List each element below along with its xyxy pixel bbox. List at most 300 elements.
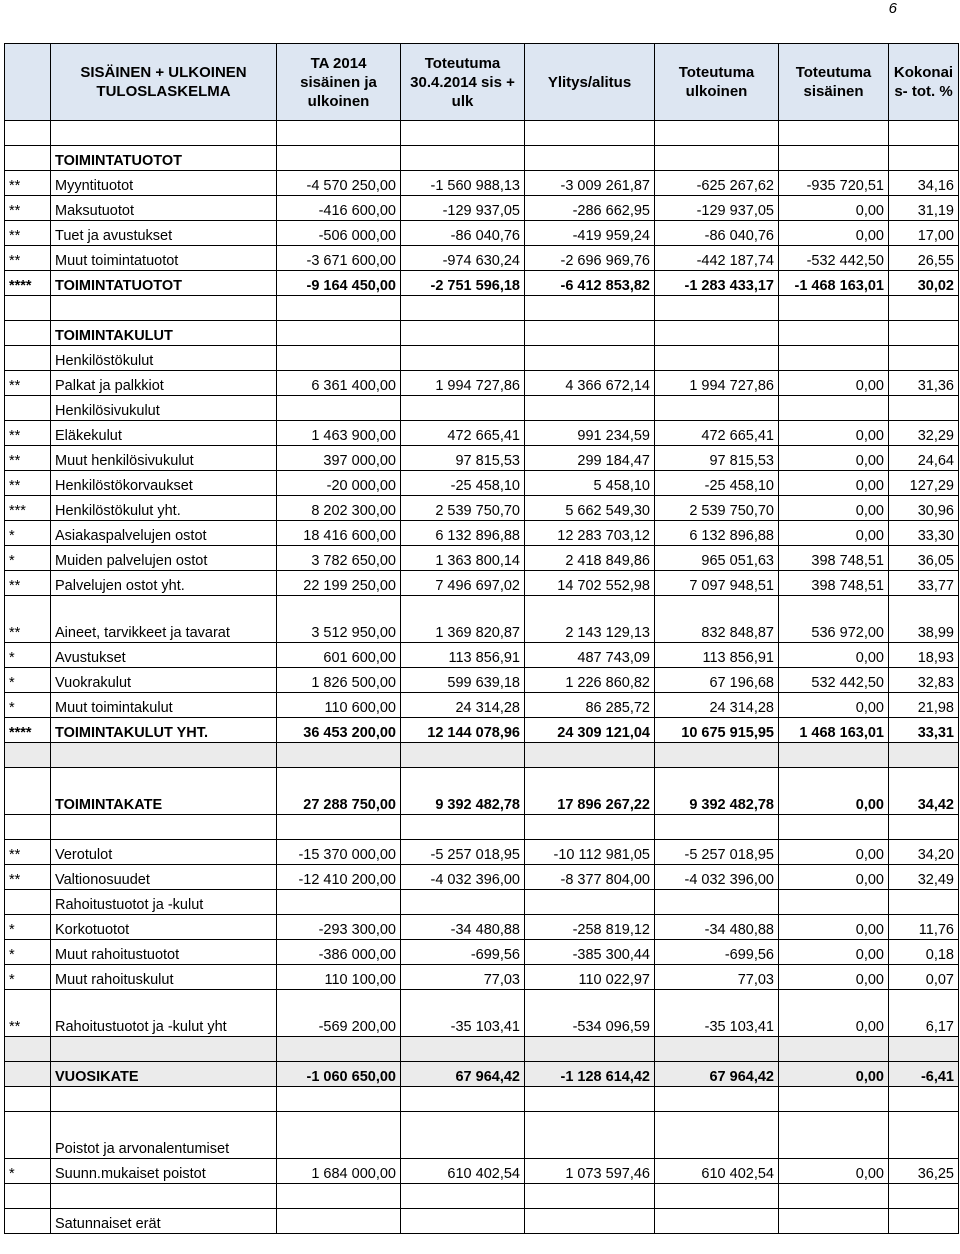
cell-actual-total: 113 856,91 bbox=[401, 643, 525, 668]
section-row bbox=[5, 321, 959, 346]
section-label: Poistot ja arvonalentumiset bbox=[51, 1112, 277, 1159]
cell-variance: 1 073 597,46 bbox=[525, 1159, 655, 1184]
empty-cell bbox=[779, 296, 889, 321]
empty-cell bbox=[525, 815, 655, 840]
page-number: 6 bbox=[888, 0, 897, 17]
cell-variance: 2 418 849,86 bbox=[525, 546, 655, 571]
cell-actual-total: -34 480,88 bbox=[401, 915, 525, 940]
header-title: SISÄINEN + ULKOINEN TULOSLASKELMA bbox=[51, 44, 277, 121]
empty-cell bbox=[779, 1184, 889, 1209]
cell-actual-external: -4 032 396,00 bbox=[655, 865, 779, 890]
cell-percent: -6,41 bbox=[889, 1062, 959, 1087]
cell-actual-internal: 0,00 bbox=[779, 990, 889, 1037]
empty-cell bbox=[525, 1184, 655, 1209]
cell-actual-external: 97 815,53 bbox=[655, 446, 779, 471]
cell-budget: 36 453 200,00 bbox=[277, 718, 401, 743]
cell-variance: -385 300,44 bbox=[525, 940, 655, 965]
cell-actual-internal: 0,00 bbox=[779, 446, 889, 471]
cell-actual-total: 7 496 697,02 bbox=[401, 571, 525, 596]
row-marker: ** bbox=[5, 471, 51, 496]
empty-cell bbox=[655, 396, 779, 421]
cell-percent: 127,29 bbox=[889, 471, 959, 496]
cell-variance: -3 009 261,87 bbox=[525, 171, 655, 196]
row-label: Muut rahoitustuotot bbox=[51, 940, 277, 965]
empty-cell bbox=[655, 121, 779, 146]
cell-actual-total: -129 937,05 bbox=[401, 196, 525, 221]
empty-cell bbox=[889, 1037, 959, 1062]
cell-actual-internal: 0,00 bbox=[779, 643, 889, 668]
empty-cell bbox=[5, 815, 51, 840]
cell-budget: -293 300,00 bbox=[277, 915, 401, 940]
row-label: VUOSIKATE bbox=[51, 1062, 277, 1087]
cell-actual-internal: 532 442,50 bbox=[779, 668, 889, 693]
cell-percent: 36,05 bbox=[889, 546, 959, 571]
cell-actual-external: 2 539 750,70 bbox=[655, 496, 779, 521]
cell-percent: 26,55 bbox=[889, 246, 959, 271]
cell-actual-total: 2 539 750,70 bbox=[401, 496, 525, 521]
empty-cell bbox=[5, 1037, 51, 1062]
cell-actual-internal: 0,00 bbox=[779, 940, 889, 965]
row-marker: * bbox=[5, 546, 51, 571]
table-row bbox=[5, 718, 959, 743]
section-label: Henkilösivukulut bbox=[51, 396, 277, 421]
empty-cell bbox=[401, 1037, 525, 1062]
header-col-variance: Ylitys/alitus bbox=[525, 44, 655, 121]
cell-percent: 34,42 bbox=[889, 768, 959, 815]
table-row bbox=[5, 768, 959, 815]
cell-actual-external: -35 103,41 bbox=[655, 990, 779, 1037]
cell-variance: 5 458,10 bbox=[525, 471, 655, 496]
cell-actual-external: 6 132 896,88 bbox=[655, 521, 779, 546]
cell-budget: 601 600,00 bbox=[277, 643, 401, 668]
cell-budget: -4 570 250,00 bbox=[277, 171, 401, 196]
row-label: Suunn.mukaiset poistot bbox=[51, 1159, 277, 1184]
table-row bbox=[5, 371, 959, 396]
empty-cell bbox=[51, 1087, 277, 1112]
row-marker bbox=[5, 768, 51, 815]
cell-budget: 110 600,00 bbox=[277, 693, 401, 718]
cell-percent: 11,76 bbox=[889, 915, 959, 940]
cell-actual-external: -86 040,76 bbox=[655, 221, 779, 246]
cell-percent: 33,77 bbox=[889, 571, 959, 596]
cell-budget: 1 684 000,00 bbox=[277, 1159, 401, 1184]
cell-variance: -2 696 969,76 bbox=[525, 246, 655, 271]
cell-percent: 34,16 bbox=[889, 171, 959, 196]
header-col-actual-total: Toteutuma 30.4.2014 sis + ulk bbox=[401, 44, 525, 121]
empty-cell bbox=[525, 321, 655, 346]
cell-variance: 4 366 672,14 bbox=[525, 371, 655, 396]
cell-actual-internal: 0,00 bbox=[779, 965, 889, 990]
cell-actual-internal: 0,00 bbox=[779, 496, 889, 521]
cell-percent: 24,64 bbox=[889, 446, 959, 471]
empty-cell bbox=[889, 121, 959, 146]
row-label: Asiakaspalvelujen ostot bbox=[51, 521, 277, 546]
row-marker bbox=[5, 321, 51, 346]
row-marker: * bbox=[5, 940, 51, 965]
row-label: Muut toimintatuotot bbox=[51, 246, 277, 271]
cell-actual-total: 1 363 800,14 bbox=[401, 546, 525, 571]
row-label: Palvelujen ostot yht. bbox=[51, 571, 277, 596]
empty-cell bbox=[277, 396, 401, 421]
empty-cell bbox=[779, 146, 889, 171]
section-row bbox=[5, 346, 959, 371]
empty-cell bbox=[401, 890, 525, 915]
cell-percent: 32,49 bbox=[889, 865, 959, 890]
empty-cell bbox=[889, 321, 959, 346]
empty-row bbox=[5, 815, 959, 840]
empty-cell bbox=[277, 321, 401, 346]
row-marker: * bbox=[5, 965, 51, 990]
cell-actual-external: 67 964,42 bbox=[655, 1062, 779, 1087]
row-label: Muut toimintakulut bbox=[51, 693, 277, 718]
empty-cell bbox=[277, 296, 401, 321]
row-marker bbox=[5, 890, 51, 915]
cell-actual-total: -4 032 396,00 bbox=[401, 865, 525, 890]
cell-actual-external: -1 283 433,17 bbox=[655, 271, 779, 296]
cell-percent: 6,17 bbox=[889, 990, 959, 1037]
table-row bbox=[5, 596, 959, 643]
cell-actual-total: -25 458,10 bbox=[401, 471, 525, 496]
cell-actual-internal: 0,00 bbox=[779, 768, 889, 815]
empty-cell bbox=[889, 346, 959, 371]
empty-cell bbox=[889, 1184, 959, 1209]
empty-cell bbox=[51, 743, 277, 768]
cell-percent: 34,20 bbox=[889, 840, 959, 865]
empty-cell bbox=[5, 743, 51, 768]
cell-actual-total: 77,03 bbox=[401, 965, 525, 990]
row-marker: * bbox=[5, 915, 51, 940]
cell-actual-external: 7 097 948,51 bbox=[655, 571, 779, 596]
empty-cell bbox=[655, 296, 779, 321]
cell-variance: -534 096,59 bbox=[525, 990, 655, 1037]
section-label: TOIMINTAKULUT bbox=[51, 321, 277, 346]
empty-row bbox=[5, 1087, 959, 1112]
empty-cell bbox=[889, 890, 959, 915]
table-row bbox=[5, 221, 959, 246]
empty-cell bbox=[5, 296, 51, 321]
cell-budget: 18 416 600,00 bbox=[277, 521, 401, 546]
empty-cell bbox=[889, 1087, 959, 1112]
row-label: Henkilöstökulut yht. bbox=[51, 496, 277, 521]
table-row bbox=[5, 171, 959, 196]
empty-cell bbox=[889, 815, 959, 840]
row-marker: ** bbox=[5, 571, 51, 596]
cell-budget: -3 671 600,00 bbox=[277, 246, 401, 271]
row-marker: * bbox=[5, 693, 51, 718]
empty-cell bbox=[525, 1209, 655, 1234]
cell-percent: 0,18 bbox=[889, 940, 959, 965]
cell-actual-internal: 0,00 bbox=[779, 221, 889, 246]
empty-cell bbox=[525, 1112, 655, 1159]
cell-actual-external: 113 856,91 bbox=[655, 643, 779, 668]
cell-percent: 33,30 bbox=[889, 521, 959, 546]
cell-actual-external: -25 458,10 bbox=[655, 471, 779, 496]
cell-budget: -386 000,00 bbox=[277, 940, 401, 965]
cell-actual-external: 9 392 482,78 bbox=[655, 768, 779, 815]
header-col-percent: Kokonai s- tot. % bbox=[889, 44, 959, 121]
empty-cell bbox=[277, 1087, 401, 1112]
table-row bbox=[5, 693, 959, 718]
row-marker bbox=[5, 1112, 51, 1159]
row-label: TOIMINTAKATE bbox=[51, 768, 277, 815]
cell-budget: 110 100,00 bbox=[277, 965, 401, 990]
cell-actual-external: -5 257 018,95 bbox=[655, 840, 779, 865]
empty-cell bbox=[5, 121, 51, 146]
empty-cell bbox=[525, 396, 655, 421]
row-label: Valtionosuudet bbox=[51, 865, 277, 890]
empty-cell bbox=[655, 321, 779, 346]
row-marker: ** bbox=[5, 371, 51, 396]
cell-variance: 12 283 703,12 bbox=[525, 521, 655, 546]
cell-actual-total: -35 103,41 bbox=[401, 990, 525, 1037]
row-label: Muut henkilösivukulut bbox=[51, 446, 277, 471]
empty-cell bbox=[525, 346, 655, 371]
table-row bbox=[5, 840, 959, 865]
cell-actual-total: 610 402,54 bbox=[401, 1159, 525, 1184]
header-col-budget: TA 2014 sisäinen ja ulkoinen bbox=[277, 44, 401, 121]
row-marker: ** bbox=[5, 865, 51, 890]
section-row bbox=[5, 146, 959, 171]
row-marker: ** bbox=[5, 596, 51, 643]
cell-actual-total: -699,56 bbox=[401, 940, 525, 965]
empty-cell bbox=[5, 1087, 51, 1112]
empty-cell bbox=[779, 396, 889, 421]
cell-actual-external: 10 675 915,95 bbox=[655, 718, 779, 743]
empty-cell bbox=[277, 1112, 401, 1159]
cell-actual-internal: 0,00 bbox=[779, 840, 889, 865]
empty-cell bbox=[277, 815, 401, 840]
cell-actual-internal: 398 748,51 bbox=[779, 546, 889, 571]
empty-cell bbox=[525, 296, 655, 321]
row-marker: ** bbox=[5, 246, 51, 271]
cell-actual-internal: 0,00 bbox=[779, 421, 889, 446]
row-label: Verotulot bbox=[51, 840, 277, 865]
cell-percent: 30,02 bbox=[889, 271, 959, 296]
empty-cell bbox=[889, 296, 959, 321]
cell-budget: 22 199 250,00 bbox=[277, 571, 401, 596]
section-label: TOIMINTATUOTOT bbox=[51, 146, 277, 171]
row-label: Henkilöstökorvaukset bbox=[51, 471, 277, 496]
cell-actual-external: 1 994 727,86 bbox=[655, 371, 779, 396]
cell-variance: 14 702 552,98 bbox=[525, 571, 655, 596]
cell-actual-total: 12 144 078,96 bbox=[401, 718, 525, 743]
row-label: Maksutuotot bbox=[51, 196, 277, 221]
cell-actual-external: 77,03 bbox=[655, 965, 779, 990]
cell-actual-total: -2 751 596,18 bbox=[401, 271, 525, 296]
cell-actual-total: 1 369 820,87 bbox=[401, 596, 525, 643]
empty-cell bbox=[401, 296, 525, 321]
empty-cell bbox=[655, 346, 779, 371]
empty-cell bbox=[655, 743, 779, 768]
row-marker bbox=[5, 1062, 51, 1087]
empty-cell bbox=[51, 296, 277, 321]
cell-actual-external: -699,56 bbox=[655, 940, 779, 965]
table-row bbox=[5, 421, 959, 446]
empty-cell bbox=[525, 1087, 655, 1112]
cell-percent: 31,19 bbox=[889, 196, 959, 221]
row-marker: ** bbox=[5, 221, 51, 246]
table-row bbox=[5, 496, 959, 521]
table-row bbox=[5, 196, 959, 221]
table-row bbox=[5, 990, 959, 1037]
cell-budget: -15 370 000,00 bbox=[277, 840, 401, 865]
row-label: Muut rahoituskulut bbox=[51, 965, 277, 990]
row-label: Eläkekulut bbox=[51, 421, 277, 446]
empty-cell bbox=[277, 121, 401, 146]
row-marker bbox=[5, 146, 51, 171]
cell-actual-total: -1 560 988,13 bbox=[401, 171, 525, 196]
cell-budget: 397 000,00 bbox=[277, 446, 401, 471]
row-marker: ** bbox=[5, 446, 51, 471]
cell-actual-external: 472 665,41 bbox=[655, 421, 779, 446]
empty-cell bbox=[655, 1087, 779, 1112]
cell-actual-total: 9 392 482,78 bbox=[401, 768, 525, 815]
empty-cell bbox=[525, 890, 655, 915]
empty-cell bbox=[655, 1184, 779, 1209]
cell-variance: 86 285,72 bbox=[525, 693, 655, 718]
cell-variance: 5 662 549,30 bbox=[525, 496, 655, 521]
empty-cell bbox=[51, 1184, 277, 1209]
row-marker bbox=[5, 1209, 51, 1234]
cell-budget: -569 200,00 bbox=[277, 990, 401, 1037]
empty-cell bbox=[401, 1209, 525, 1234]
cell-variance: -1 128 614,42 bbox=[525, 1062, 655, 1087]
empty-cell bbox=[779, 346, 889, 371]
empty-cell bbox=[655, 1112, 779, 1159]
cell-actual-external: 67 196,68 bbox=[655, 668, 779, 693]
cell-budget: 6 361 400,00 bbox=[277, 371, 401, 396]
empty-cell bbox=[401, 743, 525, 768]
row-label: Rahoitustuotot ja -kulut yht bbox=[51, 990, 277, 1037]
empty-cell bbox=[655, 815, 779, 840]
cell-variance: -286 662,95 bbox=[525, 196, 655, 221]
cell-actual-internal: 0,00 bbox=[779, 196, 889, 221]
cell-actual-internal: 0,00 bbox=[779, 1062, 889, 1087]
table-row bbox=[5, 471, 959, 496]
empty-cell bbox=[277, 1184, 401, 1209]
empty-cell bbox=[889, 1112, 959, 1159]
table-row bbox=[5, 865, 959, 890]
empty-cell bbox=[401, 1184, 525, 1209]
cell-budget: -9 164 450,00 bbox=[277, 271, 401, 296]
table-row bbox=[5, 571, 959, 596]
cell-budget: 1 463 900,00 bbox=[277, 421, 401, 446]
row-label: Muiden palvelujen ostot bbox=[51, 546, 277, 571]
cell-variance: 487 743,09 bbox=[525, 643, 655, 668]
cell-variance: -10 112 981,05 bbox=[525, 840, 655, 865]
table-row bbox=[5, 1062, 959, 1087]
empty-cell bbox=[277, 346, 401, 371]
cell-variance: 991 234,59 bbox=[525, 421, 655, 446]
empty-cell bbox=[401, 346, 525, 371]
cell-actual-internal: 0,00 bbox=[779, 1159, 889, 1184]
cell-variance: -419 959,24 bbox=[525, 221, 655, 246]
empty-cell bbox=[277, 743, 401, 768]
cell-budget: -506 000,00 bbox=[277, 221, 401, 246]
cell-actual-internal: 536 972,00 bbox=[779, 596, 889, 643]
empty-cell bbox=[401, 1112, 525, 1159]
cell-actual-total: 472 665,41 bbox=[401, 421, 525, 446]
cell-variance: 24 309 121,04 bbox=[525, 718, 655, 743]
empty-cell bbox=[779, 1209, 889, 1234]
cell-actual-external: -34 480,88 bbox=[655, 915, 779, 940]
row-marker: * bbox=[5, 521, 51, 546]
cell-actual-external: -625 267,62 bbox=[655, 171, 779, 196]
row-marker: ** bbox=[5, 171, 51, 196]
cell-percent: 0,07 bbox=[889, 965, 959, 990]
table-row bbox=[5, 915, 959, 940]
cell-actual-total: 67 964,42 bbox=[401, 1062, 525, 1087]
table-row bbox=[5, 521, 959, 546]
empty-row bbox=[5, 743, 959, 768]
cell-variance: 110 022,97 bbox=[525, 965, 655, 990]
row-label: Aineet, tarvikkeet ja tavarat bbox=[51, 596, 277, 643]
empty-cell bbox=[51, 121, 277, 146]
empty-cell bbox=[779, 321, 889, 346]
cell-actual-total: -86 040,76 bbox=[401, 221, 525, 246]
cell-actual-internal: 0,00 bbox=[779, 371, 889, 396]
row-marker: ** bbox=[5, 840, 51, 865]
cell-variance: 2 143 129,13 bbox=[525, 596, 655, 643]
table-row bbox=[5, 1159, 959, 1184]
empty-cell bbox=[525, 146, 655, 171]
empty-cell bbox=[401, 146, 525, 171]
table-row bbox=[5, 546, 959, 571]
cell-actual-internal: 398 748,51 bbox=[779, 571, 889, 596]
empty-cell bbox=[779, 890, 889, 915]
section-row bbox=[5, 1209, 959, 1234]
cell-budget: 3 512 950,00 bbox=[277, 596, 401, 643]
cell-budget: 3 782 650,00 bbox=[277, 546, 401, 571]
empty-cell bbox=[779, 1087, 889, 1112]
empty-cell bbox=[401, 321, 525, 346]
cell-percent: 32,29 bbox=[889, 421, 959, 446]
cell-percent: 30,96 bbox=[889, 496, 959, 521]
cell-actual-external: 832 848,87 bbox=[655, 596, 779, 643]
row-marker bbox=[5, 396, 51, 421]
header-col-actual-external: Toteutuma ulkoinen bbox=[655, 44, 779, 121]
empty-cell bbox=[889, 743, 959, 768]
cell-actual-total: 6 132 896,88 bbox=[401, 521, 525, 546]
table-row bbox=[5, 271, 959, 296]
section-label: Rahoitustuotot ja -kulut bbox=[51, 890, 277, 915]
empty-row bbox=[5, 1184, 959, 1209]
empty-cell bbox=[779, 743, 889, 768]
table-row bbox=[5, 446, 959, 471]
cell-actual-total: 97 815,53 bbox=[401, 446, 525, 471]
cell-percent: 33,31 bbox=[889, 718, 959, 743]
row-label: Korkotuotot bbox=[51, 915, 277, 940]
table-row bbox=[5, 668, 959, 693]
cell-actual-external: 610 402,54 bbox=[655, 1159, 779, 1184]
empty-cell bbox=[277, 890, 401, 915]
row-marker: *** bbox=[5, 496, 51, 521]
row-marker: * bbox=[5, 668, 51, 693]
cell-actual-internal: -935 720,51 bbox=[779, 171, 889, 196]
table-row bbox=[5, 965, 959, 990]
empty-cell bbox=[525, 743, 655, 768]
cell-variance: 17 896 267,22 bbox=[525, 768, 655, 815]
row-marker: * bbox=[5, 643, 51, 668]
cell-budget: 27 288 750,00 bbox=[277, 768, 401, 815]
cell-actual-internal: 0,00 bbox=[779, 521, 889, 546]
empty-cell bbox=[889, 396, 959, 421]
cell-variance: 299 184,47 bbox=[525, 446, 655, 471]
empty-cell bbox=[779, 121, 889, 146]
cell-actual-total: 24 314,28 bbox=[401, 693, 525, 718]
empty-cell bbox=[779, 1037, 889, 1062]
empty-row bbox=[5, 296, 959, 321]
